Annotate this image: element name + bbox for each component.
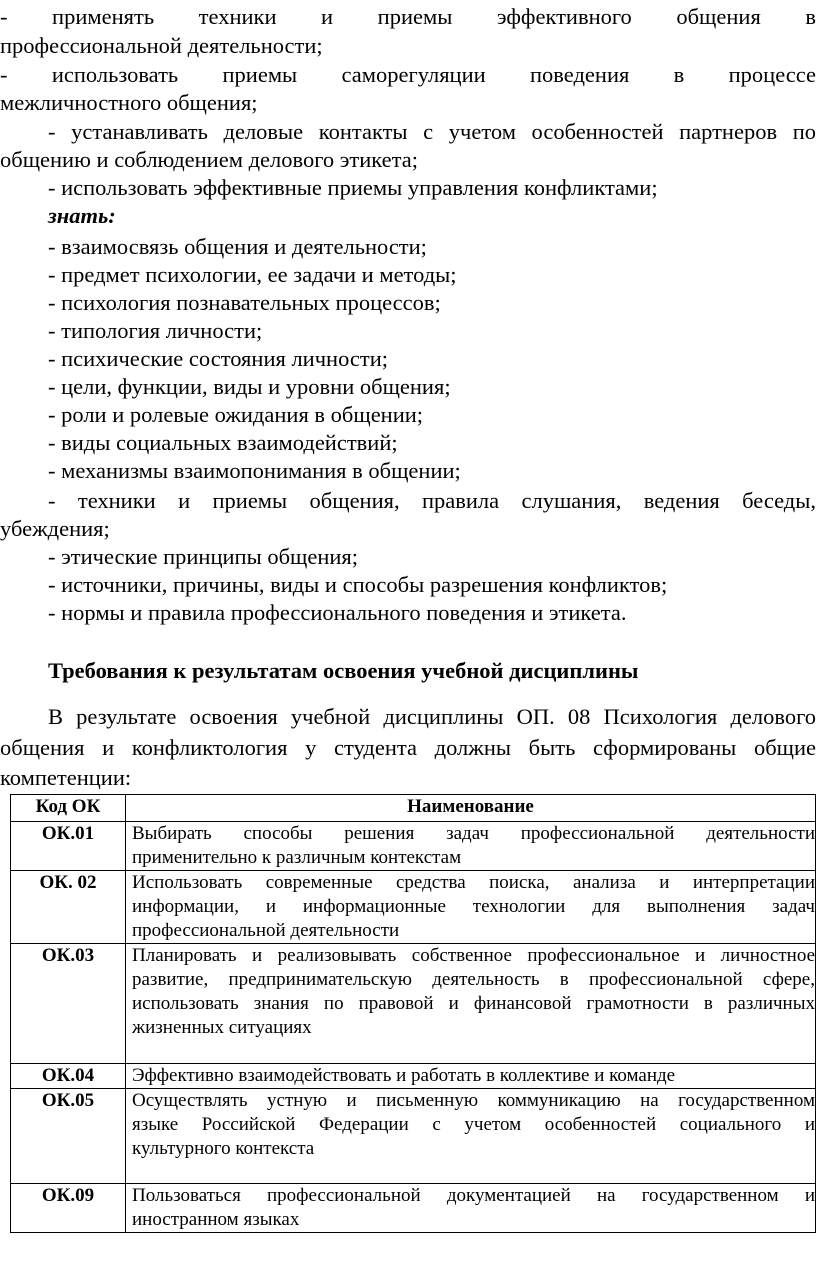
competency-code: ОК. 02 bbox=[11, 871, 126, 944]
knowledge-item: - взаимосвязь общения и деятельности; bbox=[48, 234, 427, 259]
competency-code: ОК.03 bbox=[11, 944, 126, 1064]
competency-name-line: иностранном языках bbox=[132, 1209, 300, 1230]
competency-name-line: Осуществлять устную и письменную коммуникацию на государственном bbox=[132, 1090, 815, 1111]
knowledge-item: - психология познавательных процессов; bbox=[48, 290, 441, 315]
competency-name-line: Выбирать способы решения задач профессиональной деятельности bbox=[132, 823, 815, 844]
competency-name bbox=[126, 944, 816, 1064]
skill-item-1-line2: профессиональной деятельности; bbox=[0, 33, 323, 58]
knowledge-item: - роли и ролевые ожидания в общении; bbox=[48, 402, 424, 427]
table-row bbox=[11, 944, 816, 1064]
knowledge-item: - виды социальных взаимодействий; bbox=[48, 430, 398, 455]
competency-name-line: языке Российской Федерации с учетом особенностей социального и bbox=[132, 1114, 815, 1135]
competency-name-line: культурного контекста bbox=[132, 1138, 315, 1159]
competency-name-line: Планировать и реализовывать собственное профессиональное и личностное bbox=[132, 945, 815, 966]
competency-code: ОК.01 bbox=[11, 822, 126, 871]
skill-item-2-line2: межличностного общения; bbox=[0, 90, 258, 115]
knowledge-item-continued: убеждения; bbox=[0, 516, 110, 541]
competency-name bbox=[126, 1089, 816, 1184]
knowledge-item: - психические состояния личности; bbox=[48, 346, 389, 371]
table-row bbox=[11, 822, 816, 871]
column-header-name: Наименование bbox=[126, 795, 816, 822]
competency-name-line: использовать знания по правовой и финансовой грамотности в различных bbox=[132, 993, 815, 1014]
competency-name-line: жизненных ситуациях bbox=[132, 1017, 312, 1038]
knowledge-item: - источники, причины, виды и способы разрешения конфликтов; bbox=[48, 572, 668, 597]
know-label: знать: bbox=[48, 203, 116, 228]
skill-item-3-line1: - устанавливать деловые контакты с учетом особенностей партнеров по bbox=[48, 119, 816, 144]
skill-item-1-line1: - применять техники и приемы эффективного общения в bbox=[0, 4, 816, 29]
knowledge-item: - цели, функции, виды и уровни общения; bbox=[48, 374, 451, 399]
table-row bbox=[11, 1064, 816, 1089]
competency-name bbox=[126, 1064, 816, 1089]
table-header-row bbox=[11, 795, 816, 822]
skill-item-3-line2: общению и соблюдением делового этикета; bbox=[0, 147, 418, 172]
table-row bbox=[11, 1184, 816, 1233]
competency-name-line: информации, и информационные технологии для выполнения задач bbox=[132, 896, 815, 917]
competency-name bbox=[126, 871, 816, 944]
competency-code: ОК.05 bbox=[11, 1089, 126, 1184]
competency-name bbox=[126, 1184, 816, 1233]
knowledge-item: - типология личности; bbox=[48, 318, 263, 343]
competency-code: ОК.09 bbox=[11, 1184, 126, 1233]
knowledge-item: - предмет психологии, ее задачи и методы; bbox=[48, 262, 457, 287]
competency-code: ОК.04 bbox=[11, 1064, 126, 1089]
section-heading: Требования к результатам освоения учебной дисциплины bbox=[48, 658, 639, 683]
knowledge-item: - этические принципы общения; bbox=[48, 544, 359, 569]
competency-name-line: Эффективно взаимодействовать и работать в коллективе и команде bbox=[132, 1065, 676, 1086]
skill-item-4: - использовать эффективные приемы управления конфликтами; bbox=[48, 175, 658, 200]
knowledge-item: - техники и приемы общения, правила слушания, ведения беседы, bbox=[48, 488, 816, 513]
competency-name-line: Использовать современные средства поиска, анализа и интерпретации bbox=[132, 872, 815, 893]
competency-name-line: профессиональной деятельности bbox=[132, 920, 400, 941]
intro-line1: В результате освоения учебной дисциплины ОП. 08 Психология делового bbox=[48, 704, 816, 729]
competency-name-line: применительно к различным контекстам bbox=[132, 847, 462, 868]
knowledge-item: - нормы и правила профессионального поведения и этикета. bbox=[48, 600, 627, 625]
column-header-code: Код ОК bbox=[11, 795, 126, 822]
competency-name-line: Пользоваться профессиональной документацией на государственном и bbox=[132, 1185, 815, 1206]
intro-line2: общения и конфликтология у студента должны быть сформированы общие bbox=[0, 735, 816, 760]
table-row bbox=[11, 871, 816, 944]
skill-item-2-line1: - использовать приемы саморегуляции поведения в процессе bbox=[0, 62, 816, 87]
competency-name bbox=[126, 822, 816, 871]
competency-name-line: развитие, предпринимательскую деятельность в профессиональной сфере, bbox=[132, 969, 815, 990]
knowledge-item: - механизмы взаимопонимания в общении; bbox=[48, 458, 461, 483]
table-row bbox=[11, 1089, 816, 1184]
intro-line3: компетенции: bbox=[0, 765, 132, 790]
competencies-table bbox=[10, 794, 816, 1233]
